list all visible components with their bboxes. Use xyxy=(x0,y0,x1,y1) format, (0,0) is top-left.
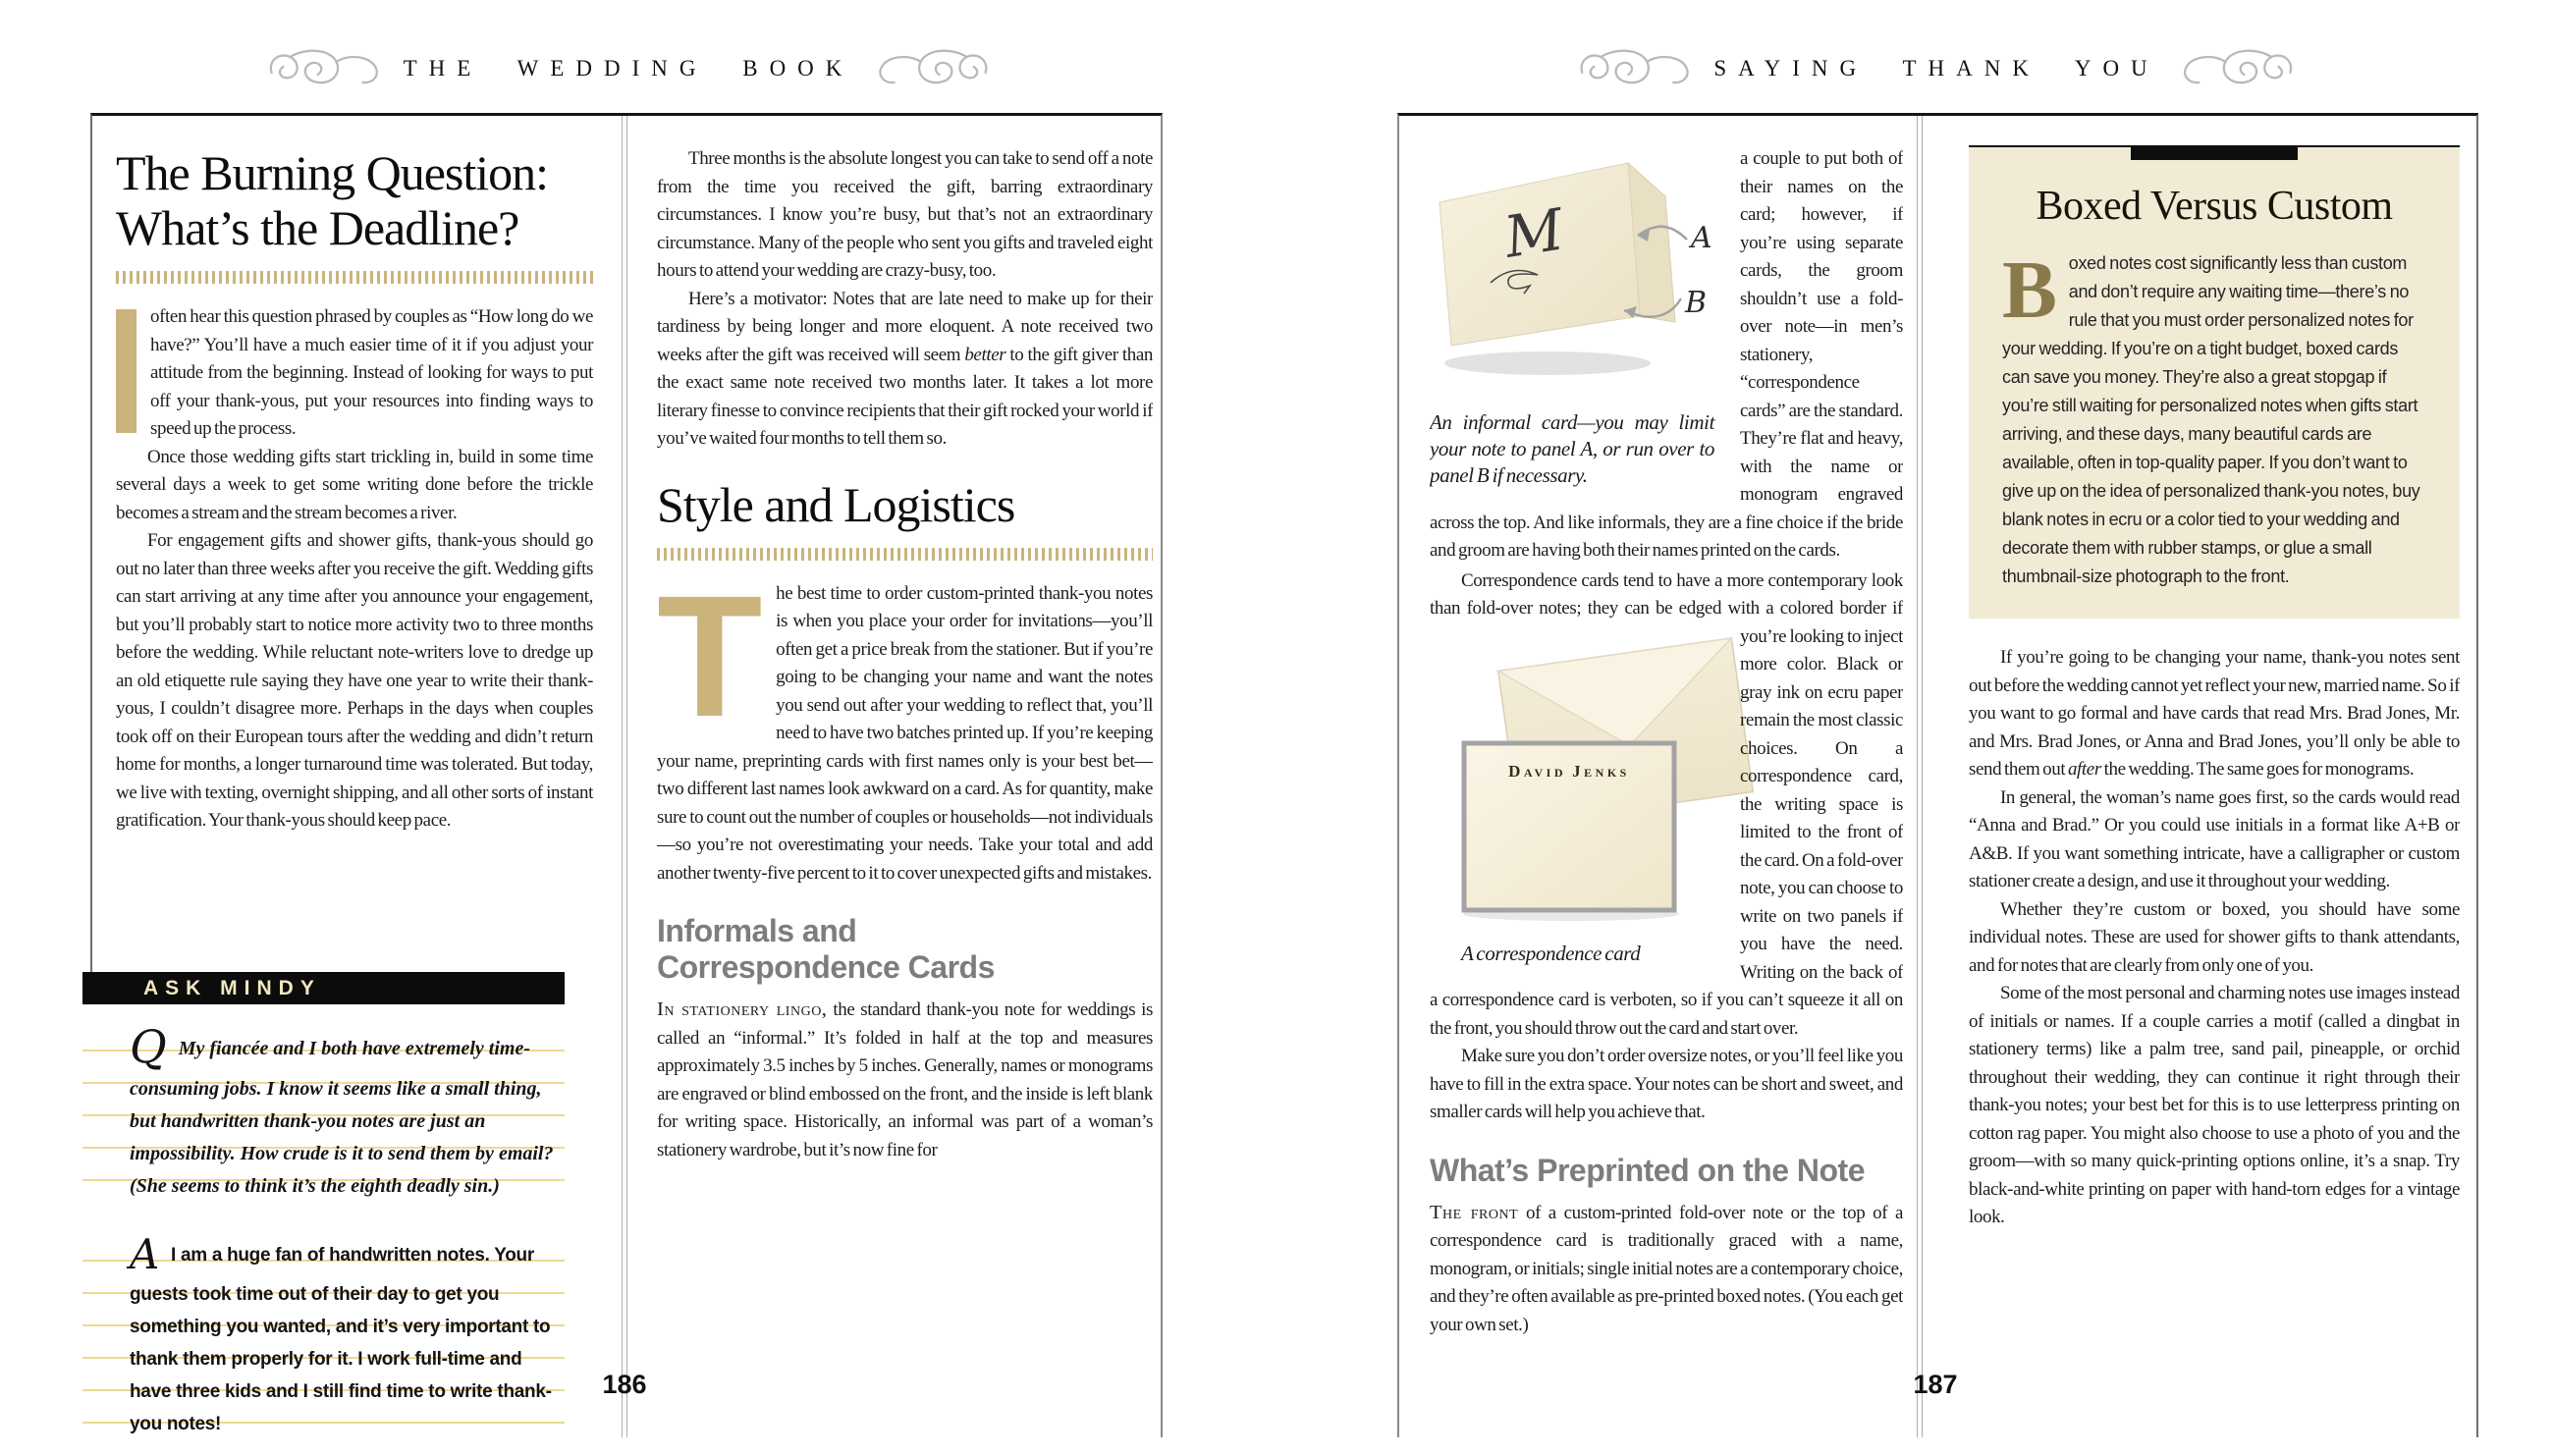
right-page-column-2 xyxy=(1969,145,2460,1433)
informal-card-image xyxy=(1430,149,1724,390)
running-head-right-text: SAYING THANK YOU xyxy=(1713,56,2159,81)
ask-mindy-box xyxy=(82,972,565,1446)
right-page-column-1 xyxy=(1430,145,1903,1433)
subheading-line2: Correspondence Cards xyxy=(657,949,995,985)
paragraph: In stationery lingo, the standard thank-you note for weddings is called an “informal.” It’s folded in half at the top and measures approximately 3.5 inches by 5 inches. Generally, names or monograms are engraved or blind embossed on the front, and the inside is left blank for writing space. Historically, an informal was part of a woman’s stationery wardrobe, but it’s now fine for xyxy=(657,998,1153,1160)
paragraph: The front of a custom-printed fold-over note or the top of a correspondence card is traditionally graced with a name, monogram, or initials; single initial notes are a contemporary choice, and they’re often available as pre-printed boxed notes. (You each get your own set.) xyxy=(1430,1201,1903,1335)
paragraph-text: often hear this question phrased by couples as “How long do we have?” You’ll have a much easier time of it if you adjust your attitude from the beginning. Instead of looking for ways to put off your thank-yous, put your resources into finding ways to speed up the process. xyxy=(150,306,593,439)
paragraph-text: a couple to put both of their names on the card; however, if you’re using separate cards, the groom shouldn’t use a fold-over note—in men’s stationery, “correspondence cards” are the standard. They’re flat and heavy, with the name or monogram engraved across the top. And like informals, they are a fine choice if the bride and groom are having both their names printed on the cards. xyxy=(1430,148,1903,561)
page-number-left: 186 xyxy=(602,1370,647,1399)
left-page-column-2 xyxy=(657,145,1153,1433)
paragraph: Some of the most personal and charming notes use images instead of initials or names. If a couple carries a motif (called a dingbat in stationery terms) like a palm tree, sand pail, pineapple, or orchid throughout their wedding, they can continue it right through their thank-you notes; your best bet for this is to use letterpress printing on cotton rag paper. You might also choose to use a photo of you and the groom—with so many quick-printing options online, it’s a snap. Try black-and-white printing on paper with hand-torn edges for a vintage look. xyxy=(1969,983,2460,1227)
drop-cap-t: T xyxy=(657,560,763,753)
paragraph-text-end: colored border if you’re looking to inject more color. Black or gray ink on ecru paper remain the most classic choices. On a correspondence card, the writing space is limited to the front of the card. On a fold-over note, you can choose to write on two panels if you have the need. Writing on the back of a correspondence card is verboten, so if you can’t squeeze it all on the front, you should throw out the card and start over. xyxy=(1430,598,1903,1039)
card-name-text: David Jenks xyxy=(1508,761,1630,781)
panel-a-label: A xyxy=(1691,221,1712,255)
dotted-rule xyxy=(116,271,593,284)
answer-glyph: A xyxy=(130,1230,160,1278)
flourish-icon xyxy=(1574,47,1692,90)
boxed-versus-custom-sidebar xyxy=(1969,145,2460,619)
paragraph: Once those wedding gifts start trickling in, build in some time several days a week to get some writing done before the trickle becomes a stream and the stream becomes a river. xyxy=(116,446,593,523)
card-shadow xyxy=(1444,351,1651,375)
sidebar-title: Boxed Versus Custom xyxy=(2036,184,2393,229)
subheading-line1: Informals and xyxy=(657,913,857,948)
page-right xyxy=(1397,113,2478,1437)
paragraph: Here’s a motivator: Notes that are late need to make up for their tardiness by being longer and more eloquent. A note received two weeks after the gift was received will seem better to the gift giver than the exact same note received two months later. It takes a lot more literary finesse to convince recipients that their gift rocked your world if you’ve waited four months to tell them so. xyxy=(657,288,1153,449)
subheading: What’s Preprinted on the Note xyxy=(1430,1152,1865,1188)
article-title-line1: The Burning Question: xyxy=(116,145,549,200)
sidebar-tab xyxy=(2131,145,2298,160)
ask-mindy-header: ASK MINDY xyxy=(82,972,565,1004)
paragraph: For engagement gifts and shower gifts, thank-yous should go out no later than three weeks after you receive the gift. Wedding gifts can start arriving at any time after you announce your engagement, but you’ll probably start to notice more activity two to three months before the wedding. While reluctant note-writers love to dredge up an old etiquette rule saying they have one year to write their thank-yous, I couldn’t disagree more. Perhaps in the days when couples took off on their European tours after the wedding and didn’t return home for months, a longer turnaround time was tolerated. But today, we live with texting, overnight shipping, and all other sorts of instant gratification. Your thank-yous should keep pace. xyxy=(116,530,593,831)
dotted-rule xyxy=(657,548,1153,561)
paragraph xyxy=(657,560,1153,889)
left-page-column-1 xyxy=(116,145,593,1433)
paragraph xyxy=(116,303,593,444)
ask-mindy-question xyxy=(82,1020,565,1207)
flourish-icon xyxy=(2181,47,2299,90)
correspondence-card-image xyxy=(1461,627,1756,922)
question-glyph: Q xyxy=(130,1020,167,1073)
drop-cap-b: B xyxy=(2002,244,2057,336)
question-text: My fiancée and I both have extremely time-consuming jobs. I know it seems like a small thing, but handwritten thank-you notes are just an impossibility. How crude is it to send them by email? (She seems to think it’s the eighth deadly sin.) xyxy=(130,1038,554,1197)
panel-b-label: B xyxy=(1685,286,1707,320)
correspondence-card-figure xyxy=(1430,627,1724,968)
subheading xyxy=(657,913,1153,986)
answer-text: I am a huge fan of handwritten notes. Your guests took time out of their day to get you something you wanted, and it’s very important to thank them properly for it. I work full-time and have three kids and I still find time to write thank-you notes! xyxy=(130,1245,552,1434)
paragraph: Make sure you don’t order oversize notes, or you’ll feel like you have to fill in the extra space. Your notes can be short and sweet, and smaller cards will help you achieve that. xyxy=(1430,1046,1903,1122)
figure-caption: An informal card—you may limit your note to panel A, or run over to panel B if necessary. xyxy=(1430,409,1714,487)
running-head-left xyxy=(264,47,994,90)
column-divider xyxy=(622,116,627,1437)
paragraph xyxy=(1430,145,1903,566)
flourish-icon xyxy=(264,47,382,90)
paragraph: Whether they’re custom or boxed, you should have some individual notes. These are used for shower gifts to thank attendants, and for notes that are clearly from only one of you. xyxy=(1969,898,2460,976)
ask-mindy-answer xyxy=(82,1230,565,1446)
article-title-line2: What’s the Deadline? xyxy=(116,200,519,255)
paragraph: In general, the woman’s name goes first, so the cards would read “Anna and Brad.” Or you could use initials in a format like A+B or A&B. If you want something intricate, have a calligrapher or custom stationer create a design, and use it throughout your wedding. xyxy=(1969,786,2460,891)
page-left xyxy=(90,113,1163,1437)
sidebar-body xyxy=(2002,244,2426,591)
paragraph xyxy=(1430,567,1903,1044)
section-title: Style and Logistics xyxy=(657,476,1015,532)
paragraph: If you’re going to be changing your name, thank-you notes sent out before the wedding cannot yet reflect your new, married name. So if you want to go formal and have cards that read Mrs. Brad Jones, Mr. and Mrs. Brad Jones, or Anna and Brad Jones, you’ll only be able to send them out after the wedding. The same goes for monograms. xyxy=(1969,647,2460,780)
flourish-icon xyxy=(875,47,993,90)
figure-caption: A correspondence card xyxy=(1461,942,1641,965)
drop-cap-i xyxy=(116,309,136,433)
page-number-right: 187 xyxy=(1913,1370,1958,1399)
running-head-left-text: THE WEDDING BOOK xyxy=(403,56,854,81)
sidebar-text: oxed notes cost significantly less than custom and don’t require any waiting time—there’s no rule that you must order personalized notes for your wedding. If you’re on a tight budget, boxed cards can save you money. They’re also a great stopgap if you’re still waiting for personalized notes when gifts start arriving, and these days, many beautiful cards are available, often in top-quality paper. If you don’t want to give up on the idea of personalized thank-you notes, buy blank notes in ecru or a color tied to your wedding and decorate them with rubber stamps, or glue a small thumbnail-size photograph to the front. xyxy=(2002,253,2420,586)
paragraph-text-start: Correspondence cards tend to have a more contemporary look than fold-over notes; they can be edged with a xyxy=(1430,569,1903,619)
paragraph: Three months is the absolute longest you can take to send off a note from the time you received the gift, barring extraordinary circumstances. I know you’re busy, but that’s not an extraordinary circumstance. Many of the people who sent you gifts and traveled eight hours to attend your wedding are crazy-busy, too. xyxy=(657,148,1153,281)
running-head-right xyxy=(1574,47,2298,90)
paragraph-text: he best time to order custom-printed thank-you notes is when you place your order for invitations—you’ll often get a price break from the stationer. But if you’re going to be changing your name and want the notes you send out after your wedding to reflect that, you’ll need to have two batches printed up. If you’re keeping your name, preprinting cards with first names only is your best bet—two different last names look awkward on a card. As for quantity, make sure to count out the number of couples or households—not individuals—so you’re not overestimating your needs. Take your total and add another twenty-five percent to it to cover unexpected gifts and mistakes. xyxy=(657,582,1153,884)
monogram-text: M xyxy=(1499,195,1568,271)
informal-card-figure xyxy=(1430,149,1724,489)
column-divider xyxy=(1917,116,1923,1437)
